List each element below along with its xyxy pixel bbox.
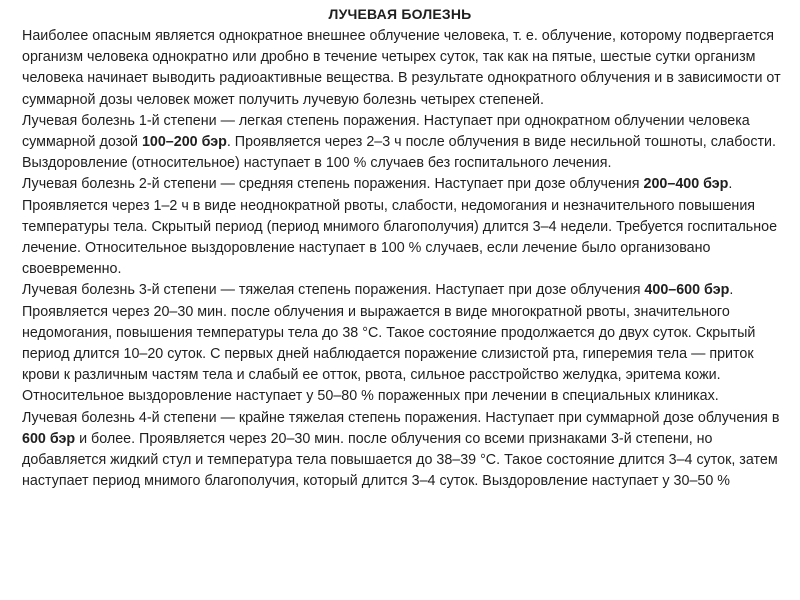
degree-4-text-end: и более. Проявляется через 20–30 мин. после облучения со всеми признаками 3-й степени, но добавляется жидкий стул и температура тела повышается до 38–39 °С. Такое состояние длится 3–4 суток, затем наступает период мнимого благополучия, который длится 3–4 суток. Выздоровление наступает у 30–50 %	[22, 430, 778, 490]
degree-1-dose: 100–200 бэр	[141, 134, 227, 151]
intro-paragraph: Наиболее опасным является однократное внешнее облучение человека, т. е. облучение, которому подвергается организм человека однократно или дробно в течение четырех суток, так как на пятые, шестые сутки организм человека начинает выводить радиоактивные вещества. В результате однократного облучения и в зависимости от суммарной дозы человек может получить лучевую болезнь четырех степеней.	[22, 28, 781, 108]
degree-4-paragraph	[22, 408, 790, 493]
degree-3-text-end: . Проявляется через 20–30 мин. после облучения и выражается в виде многократной рвоты, значительного недомогания, повышения температуры тела до 38 °С. Такое состояние продолжается до двух суток. Скрытый период длится 10–20 суток. С первых дней наблюдается поражение слизистой рта, гиперемия тела — приток крови к различным частям тела и слабый ее отток, рвота, сильное расстройство желудка, эритема кожи. Относительное выздоровление наступает у 50–80 % пораженных при лечении в специальных клиниках.	[22, 282, 756, 405]
degree-2-text-end: . Проявляется через 1–2 ч в виде неоднократной рвоты, слабости, недомогания и незначительного повышения температуры тела. Скрытый период (период мнимого благополучия) длится 3–4 недели. Требуется госпитальное лечение. Относительное выздоровление наступает в 100 % случаев, если лечение было организовано своевременно.	[22, 176, 778, 278]
degree-3-text-start: Лучевая болезнь 3-й степени — тяжелая степень поражения. Наступает при дозе облучения	[22, 282, 645, 299]
degree-4-text-start: Лучевая болезнь 4-й степени — крайне тяжелая степень поражения. Наступает при суммарной дозе облучения в	[22, 409, 780, 426]
degree-3-paragraph	[22, 280, 790, 407]
document-title: ЛУЧЕВАЯ БОЛЕЗНЬ	[328, 6, 472, 22]
degree-2-paragraph	[22, 174, 790, 280]
degree-1-text-start: Лучевая болезнь 1-й степени — легкая степень поражения. Наступает при однократном облучении человека суммарной дозой	[22, 112, 750, 151]
bottom-fade	[0, 540, 800, 600]
degree-3-dose: 400–600 бэр	[644, 282, 730, 299]
degree-2-text-start: Лучевая болезнь 2-й степени — средняя степень поражения. Наступает при дозе облучения	[22, 176, 644, 193]
degree-4-dose: 600 бэр	[22, 430, 76, 447]
degree-2-dose: 200–400 бэр	[643, 176, 729, 193]
document-body	[22, 26, 790, 492]
degree-1-text-end: . Проявляется через 2–3 ч после облучения в виде несильной тошноты, слабости. Выздоровление (относительное) наступает в 100 % случаев без госпитального лечения.	[22, 134, 776, 172]
degree-1-paragraph	[22, 111, 790, 175]
